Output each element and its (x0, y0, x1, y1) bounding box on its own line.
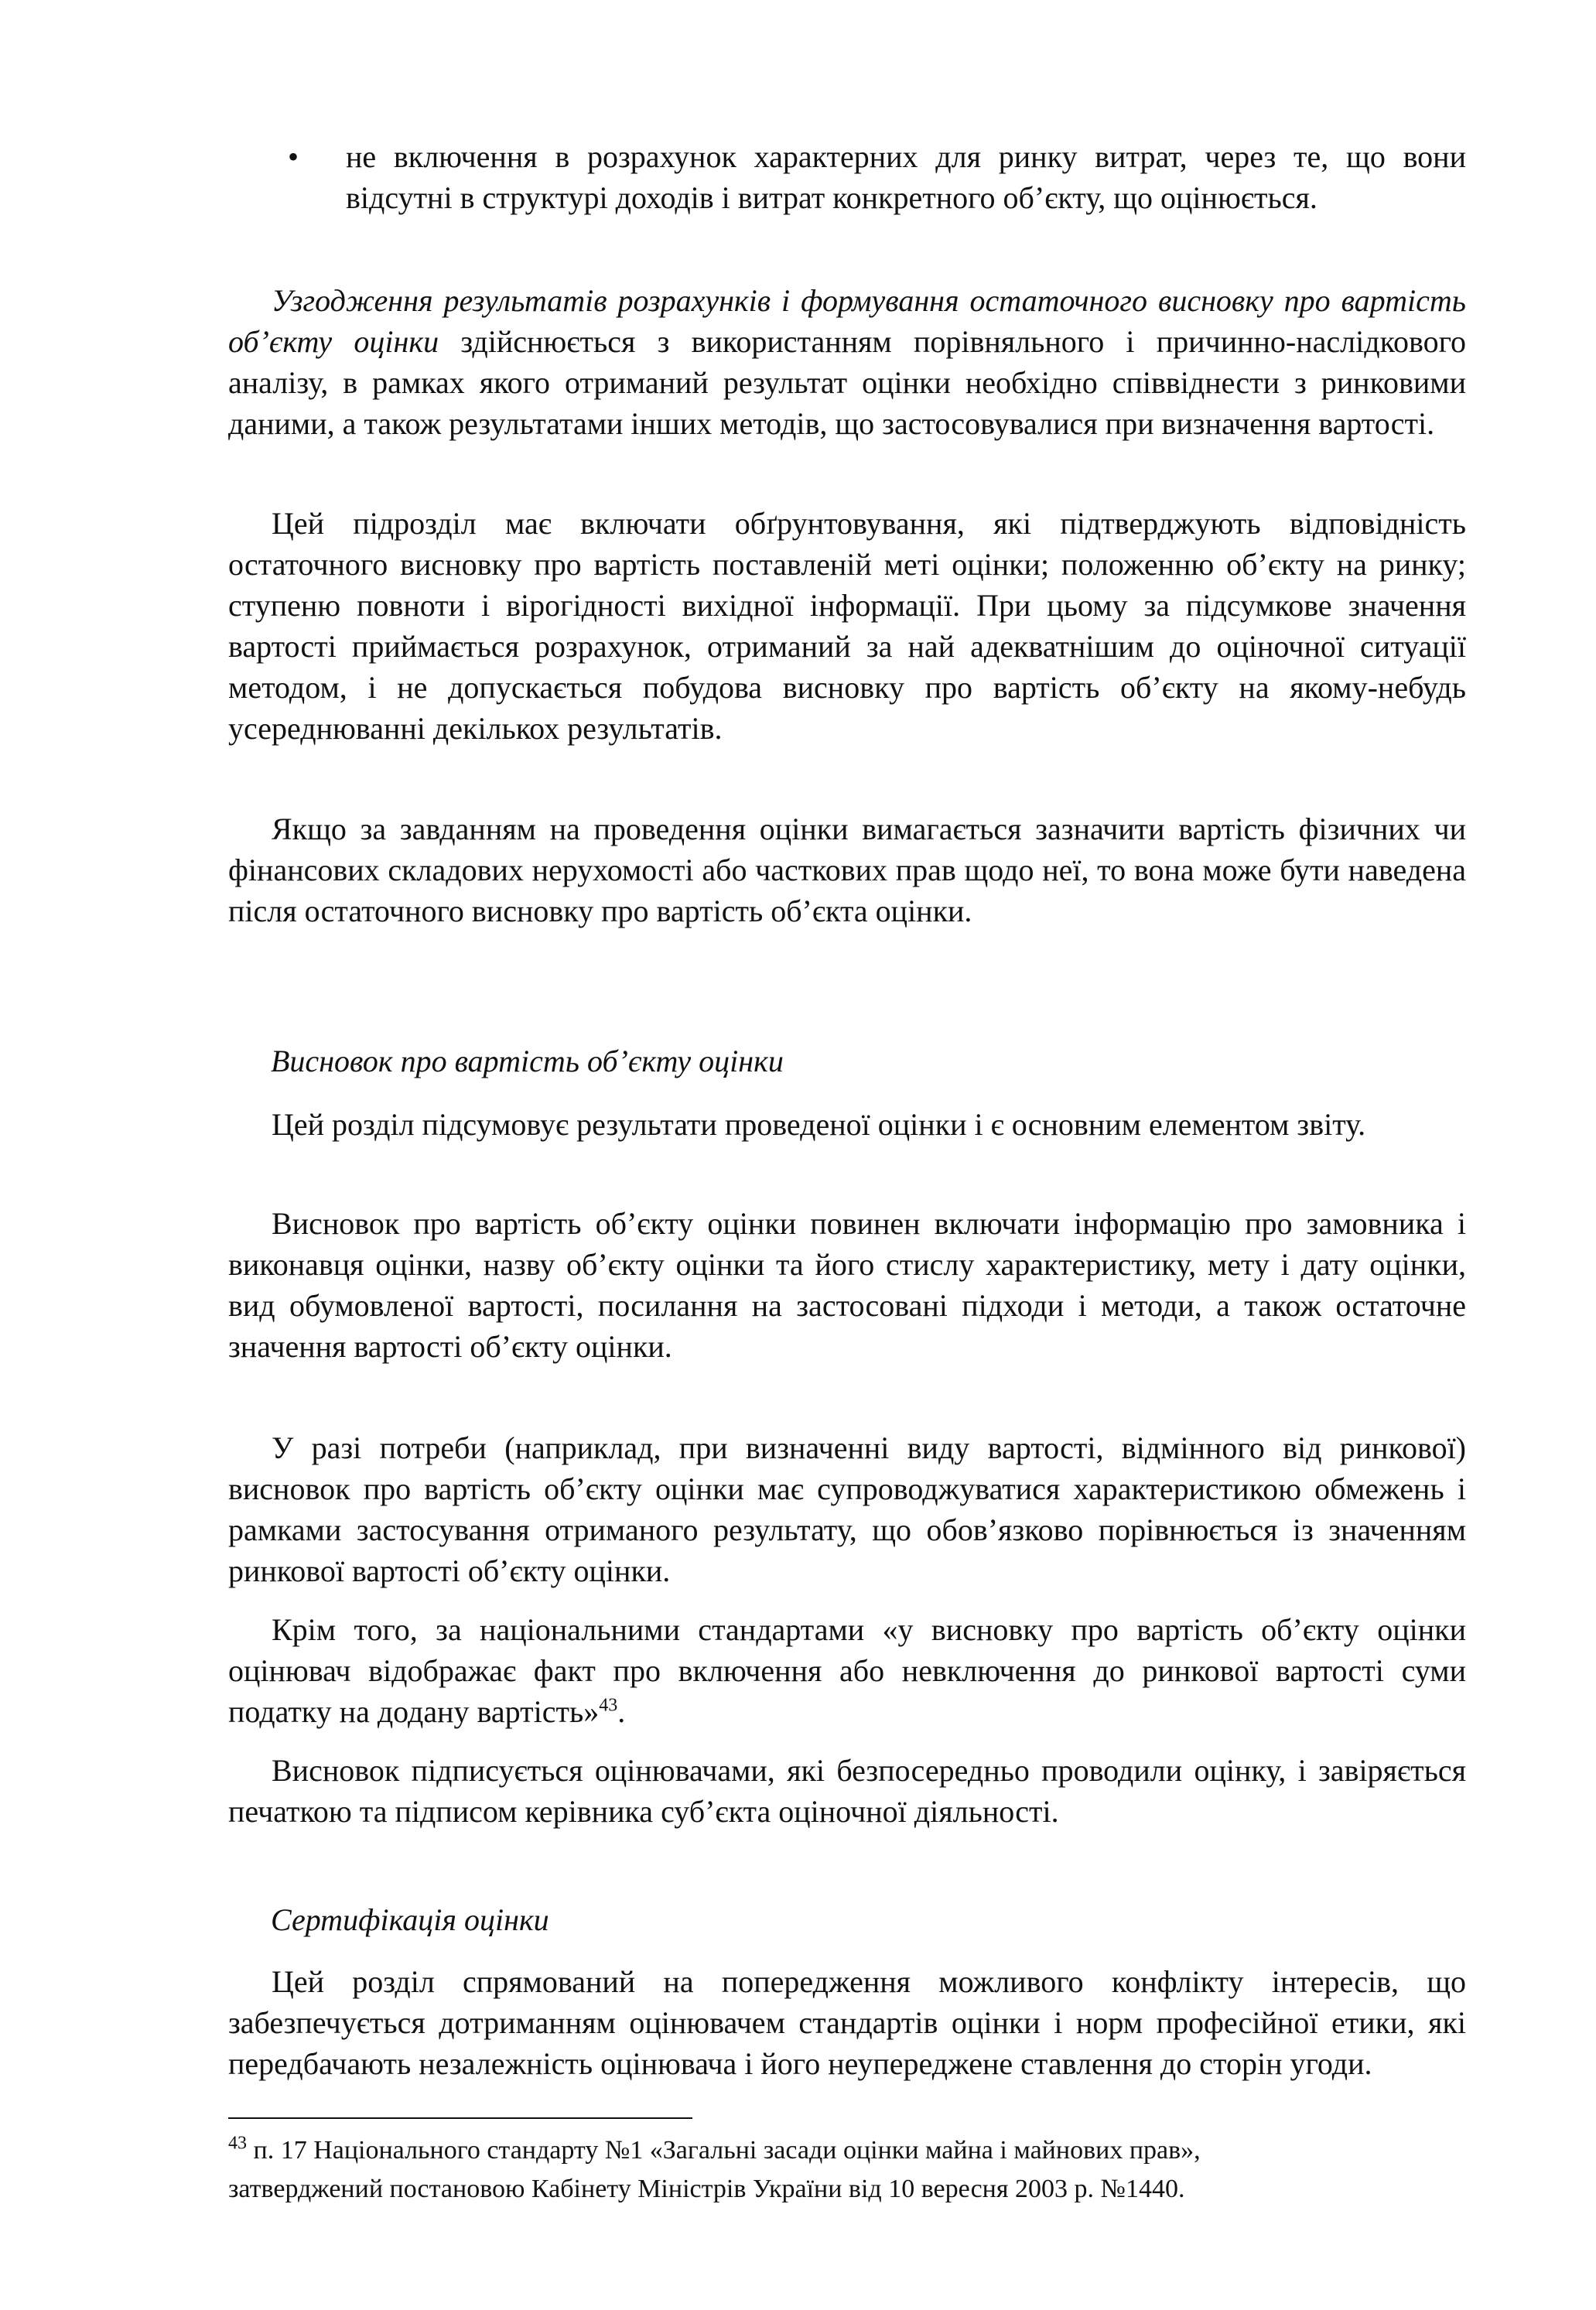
footnote-43 (228, 2131, 1466, 2209)
paragraph-subsection-justification-text: Цей підрозділ має включати обґрунтовування, які підтверджують відповідність остаточного висновку про вартість поставленій меті оцінки; положенню об’єкту на ринку; ступеню повноти і вірогідності вихідної інформації. При цьому за підсумкове значення вартості приймається розрахунок, отриманий за най адекватнішим до оціночної ситуації методом, і не допускається побудова висновку про вартість об’єкту на якому-небудь усереднюванні декількох результатів. (228, 506, 1466, 746)
paragraph-vat-standard-end: . (617, 1694, 626, 1729)
paragraph-reconciliation (228, 280, 1466, 444)
bullet-marker: • (288, 139, 299, 174)
footnote-number: 43 (228, 2133, 247, 2154)
paragraph-reconciliation-italic-lead: Узгодження результатів розрахунків і формування остаточного висновку про вартість об’єкту оцінки (228, 283, 1466, 359)
footnote-line-2: затверджений постановою Кабінету Міністрів України від 10 вересня 2003 р. №1440. (228, 2175, 1185, 2203)
paragraph-signing (228, 1750, 1466, 1832)
paragraph-conclusion-summary (228, 1104, 1466, 1145)
paragraph-signing-text: Висновок підписується оцінювачами, які безпосередньо проводили оцінку, і завіряється печаткою та підписом керівника суб’єкта оціночної діяльності. (228, 1753, 1466, 1829)
bullet-item-text: не включення в розрахунок характерних для ринку витрат, через те, що вони відсутні в структурі доходів і витрат конкретного об’єкту, що оцінюється. (346, 139, 1466, 215)
section-heading-value-conclusion: Висновок про вартість об’єкту оцінки (271, 1044, 784, 1078)
paragraph-reconciliation-text: здійснюється з використанням порівняльного і причинно-наслідкового аналізу, в рамках якого отриманий результат оцінки необхідно співвіднести з ринковими даними, а також результатами інших методів, що застосовувалися при визначення вартості. (228, 324, 1467, 441)
paragraph-subsection-justification (228, 503, 1466, 749)
paragraph-certification-text: Цей розділ спрямований на попередження можливого конфлікту інтересів, що забезпечується дотриманням оцінювачем стандартів оцінки і норм професійної етики, які передбачають незалежність оцінювача і його неупереджене ставлення до сторін угоди. (228, 1964, 1466, 2081)
footnote-line-1: п. 17 Національного стандарту №1 «Загальні засади оцінки майна і майнових прав», (247, 2136, 1201, 2165)
section-heading-certification: Сертифікація оцінки (271, 1902, 549, 1937)
footnote-separator (228, 2117, 692, 2119)
paragraph-vat-standard-text: Крім того, за національними стандартами «у висновку про вартість об’єкту оцінки оцінювач відображає факт про включення або невключення до ринкової вартості суми податку на додану вартість» (228, 1612, 1466, 1729)
paragraph-component-values (228, 808, 1466, 931)
paragraph-certification (228, 1961, 1466, 2084)
paragraph-conclusion-contents (228, 1203, 1466, 1367)
paragraph-component-values-text: Якщо за завданням на проведення оцінки вимагається зазначити вартість фізичних чи фінансових складових нерухомості або часткових прав щодо неї, то вона може бути наведена після остаточного висновку про вартість об’єкта оцінки. (228, 812, 1466, 928)
paragraph-nonmarket-value-text: У разі потреби (наприклад, при визначенні виду вартості, відмінного від ринкової) висновок про вартість об’єкту оцінки має супроводжуватися характеристикою обмежень і рамками застосування отриманого результату, що обов’язково порівнюється із значенням ринкової вартості об’єкту оцінки. (228, 1430, 1466, 1588)
paragraph-vat-standard (228, 1609, 1466, 1732)
paragraph-nonmarket-value (228, 1427, 1466, 1591)
paragraph-conclusion-contents-text: Висновок про вартість об’єкту оцінки повинен включати інформацію про замовника і виконавця оцінки, назву об’єкту оцінки та його стислу характеристику, мету і дату оцінки, вид обумовленої вартості, посилання на застосовані підходи і методи, а також остаточне значення вартості об’єкту оцінки. (228, 1206, 1466, 1364)
footnote-reference-43: 43 (599, 1695, 618, 1716)
paragraph-conclusion-summary-text: Цей розділ підсумовує результати проведеної оцінки і є основним елементом звіту. (272, 1107, 1366, 1142)
